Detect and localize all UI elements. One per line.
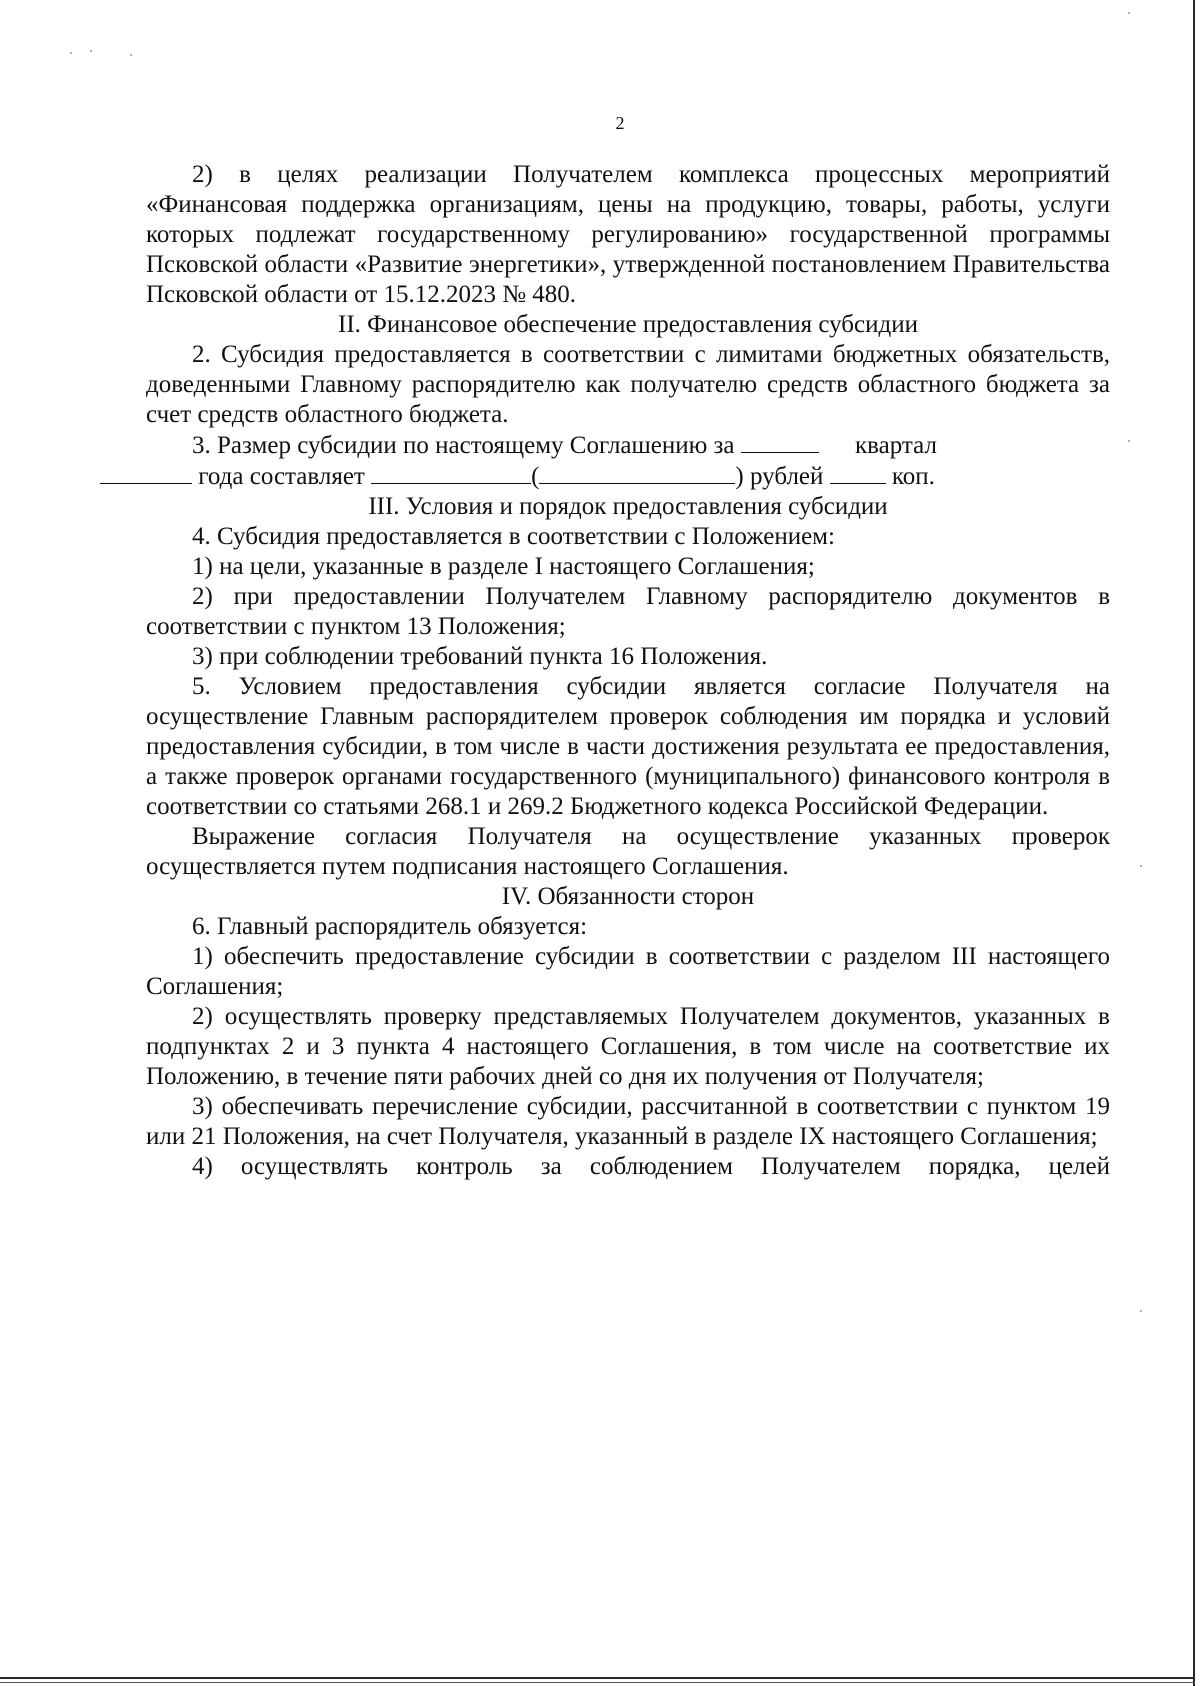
paragraph-3-quarter: квартал xyxy=(855,432,937,459)
section-2-heading: II. Финансовое обеспечение предоставления субсидии xyxy=(338,311,918,338)
scan-speck xyxy=(90,50,92,52)
scan-border-bottom-inner xyxy=(0,1682,1195,1683)
paragraph-3-kop: коп. xyxy=(891,463,935,490)
paragraph-5-consent: Выражение согласия Получателя на осуществление указанных проверок осуществляется путем подписания настоящего Соглашения. xyxy=(146,823,1110,880)
scan-speck xyxy=(1140,1310,1142,1312)
paragraph-6-3: 3) обеспечивать перечисление субсидии, рассчитанной в соответствии с пунктом 19 или 21 Положения, на счет Получателя, указанный в разделе IX настоящего Соглашения; xyxy=(146,1093,1110,1150)
paragraph-6-4: 4) осуществлять контроль за соблюдением Получателем порядка, целей xyxy=(192,1153,1110,1180)
page-number: 2 xyxy=(615,113,625,133)
scan-border-bottom xyxy=(0,1677,1195,1679)
paragraph-3-start: 3. Размер субсидии по настоящему Соглашению за xyxy=(192,432,735,459)
item-2-purpose: 2) в целях реализации Получателем комплекса процессных мероприятий «Финансовая поддержка организациям, цены на продукцию, товары, работы, услуги которых подлежат государственному регулированию» государственной программы Псковской области «Развитие энергетики», утвержденной постановлением Правительства Псковской области от 15.12.2023 № 480. xyxy=(146,161,1110,308)
paragraph-4-3: 3) при соблюдении требований пункта 16 Положения. xyxy=(192,643,768,670)
scan-speck xyxy=(130,54,132,56)
scan-border-right xyxy=(1193,0,1195,1686)
amount-blank xyxy=(371,461,531,484)
paragraph-3: 3. Размер субсидии по настоящему Соглашению за квартал года составляет ( ) рублей коп. xyxy=(146,430,1110,492)
paragraph-6-2: 2) осуществлять проверку представляемых Получателем документов, указанных в подпунктах 2 и 3 пункта 4 настоящего Соглашения, в том числе на соответствие их Положению, в течение пяти рабочих дней со дня их получения от Получателя; xyxy=(146,1003,1110,1090)
paragraph-4: 4. Субсидия предоставляется в соответствии с Положением: xyxy=(192,523,835,550)
scan-speck xyxy=(70,52,72,54)
paragraph-2: 2. Субсидия предоставляется в соответствии с лимитами бюджетных обязательств, доведенными Главному распорядителю как получателю средств областного бюджета за счет средств областного бюджета. xyxy=(146,341,1110,428)
paragraph-5: 5. Условием предоставления субсидии является согласие Получателя на осуществление Главным распорядителем проверок соблюдения им порядка и условий предоставления субсидии, в том числе в части достижения результата ее предоставления, а также проверок органами государственного (муниципального) финансового контроля в соответствии со статьями 268.1 и 269.2 Бюджетного кодекса Российской Федерации. xyxy=(146,673,1110,820)
document-body xyxy=(146,160,1110,1182)
scan-speck xyxy=(1128,440,1130,442)
section-4-heading: IV. Обязанности сторон xyxy=(501,883,755,910)
quarter-blank xyxy=(741,430,819,453)
paragraph-6: 6. Главный распорядитель обязуется: xyxy=(192,913,588,940)
kop-blank xyxy=(830,461,886,484)
paragraph-6-1: 1) обеспечить предоставление субсидии в соответствии с разделом III настоящего Соглашения; xyxy=(146,943,1110,1000)
paragraph-3-rubles: рублей xyxy=(750,463,824,490)
paragraph-4-2: 2) при предоставлении Получателем Главному распорядителю документов в соответствии с пунктом 13 Положения; xyxy=(146,583,1110,640)
paragraph-3-year: года составляет xyxy=(198,463,365,490)
year-blank xyxy=(100,461,192,484)
section-3-heading: III. Условия и порядок предоставления субсидии xyxy=(368,493,888,520)
amount-words-blank xyxy=(539,461,735,484)
scan-speck xyxy=(1128,12,1130,14)
paragraph-4-1: 1) на цели, указанные в разделе I настоящего Соглашения; xyxy=(192,553,815,580)
scan-speck xyxy=(1140,865,1142,867)
